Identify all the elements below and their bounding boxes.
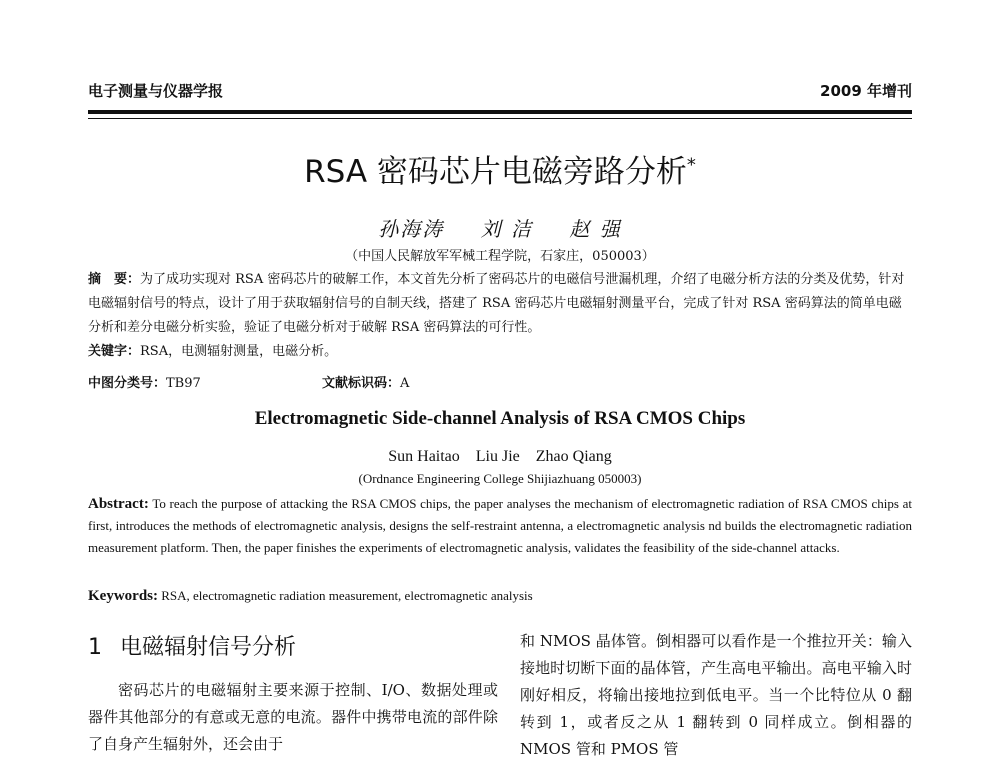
abstract-en-text: To reach the purpose of attacking the RSA CMOS chips, the paper analyses the mechanism of electromagnetic radiation of RSA CMOS chips at first, introduces the methods of electromagnetic analysis, designs the self-restraint antenna, a electromagnetic analysis nd builds the electromagnetic radiation measurement platform. Then, the paper finishes the experiments of electromagnetic analysis, validates the feasibility of the side-channel attacks. xyxy=(88,496,913,555)
abstract-en-label: Abstract: xyxy=(88,496,149,512)
doc-code-value: A xyxy=(400,376,410,391)
body-paragraph: 和 NMOS 晶体管。倒相器可以看作是一个推拉开关：输入接地时切断下面的晶体管，产生高电平输出。高电平输入时刚好相反，将输出接地拉到低电平。当一个比特位从 0 翻转到 1，或者反之从 1 翻转到 0 同样成立。倒相器的 NMOS 管和 PMOS 管 xyxy=(520,632,912,758)
keywords-cn-label: 关键字： xyxy=(88,344,141,359)
authors-cn xyxy=(0,213,1000,242)
author-en: Zhao Qiang xyxy=(535,448,612,465)
doc-code-label: 文献标识码： xyxy=(322,376,401,391)
author-cn: 赵 强 xyxy=(569,217,622,241)
paper-title xyxy=(0,146,1000,191)
issue-label: 2009 年增刊 xyxy=(820,82,912,100)
author-en: Sun Haitao xyxy=(388,448,460,465)
english-keywords xyxy=(88,588,912,605)
header-rule-thick xyxy=(88,110,912,114)
section-number: 1 xyxy=(88,635,102,660)
english-title: Electromagnetic Side-channel Analysis of RSA CMOS Chips xyxy=(254,408,746,429)
body-paragraph: 密码芯片的电磁辐射主要来源于控制、I/O、数据处理或器件其他部分的有意或无意的电流。器件中携带电流的部件除了自身产生辐射外，还会由于 xyxy=(88,681,498,753)
classification-value: TB97 xyxy=(166,376,201,391)
classification xyxy=(88,372,201,391)
english-authors xyxy=(0,448,1000,466)
section-heading xyxy=(88,630,498,661)
title-footnote-mark: * xyxy=(686,154,696,176)
author-cn: 刘 洁 xyxy=(480,217,533,241)
english-abstract xyxy=(88,493,912,559)
keywords-cn-text: RSA，电测辐射测量，电磁分析。 xyxy=(140,344,338,359)
header-rule-thin xyxy=(88,118,912,119)
body-column-left xyxy=(88,630,498,758)
author-cn: 孙海涛 xyxy=(378,217,445,241)
abstract-cn-text: 为了成功实现对 RSA 密码芯片的破解工作，本文首先分析了密码芯片的电磁信号泄漏机理，介绍了电磁分析方法的分类及优势，针对电磁辐射信号的特点，设计了用于获取辐射信号的自制天线，搭建了 RSA 密码芯片电磁辐射测量平台，完成了针对 RSA 密码算法的简单电磁分析和差分电磁分析实验，验证了电磁分析对于破解 RSA 密码算法的可行性。 xyxy=(88,272,905,335)
abstract-cn-label: 摘 要： xyxy=(88,272,141,287)
keywords-en-text: RSA, electromagnetic radiation measurement, electromagnetic analysis xyxy=(161,588,533,603)
running-header xyxy=(88,80,912,104)
affiliation-cn: （中国人民解放军军械工程学院，石家庄，050003） xyxy=(345,249,655,264)
classification-label: 中图分类号： xyxy=(88,376,167,391)
abstract-cn xyxy=(88,268,912,364)
section-title: 电磁辐射信号分析 xyxy=(120,635,297,660)
journal-name: 电子测量与仪器学报 xyxy=(88,82,224,100)
english-affiliation: (Ordnance Engineering College Shijiazhuang 050003) xyxy=(358,471,642,486)
document-code xyxy=(322,372,409,391)
body-column-right xyxy=(520,628,912,763)
keywords-en-label: Keywords: xyxy=(88,588,158,604)
paper-title-text: RSA 密码芯片电磁旁路分析 xyxy=(304,154,687,190)
author-en: Liu Jie xyxy=(475,448,520,465)
